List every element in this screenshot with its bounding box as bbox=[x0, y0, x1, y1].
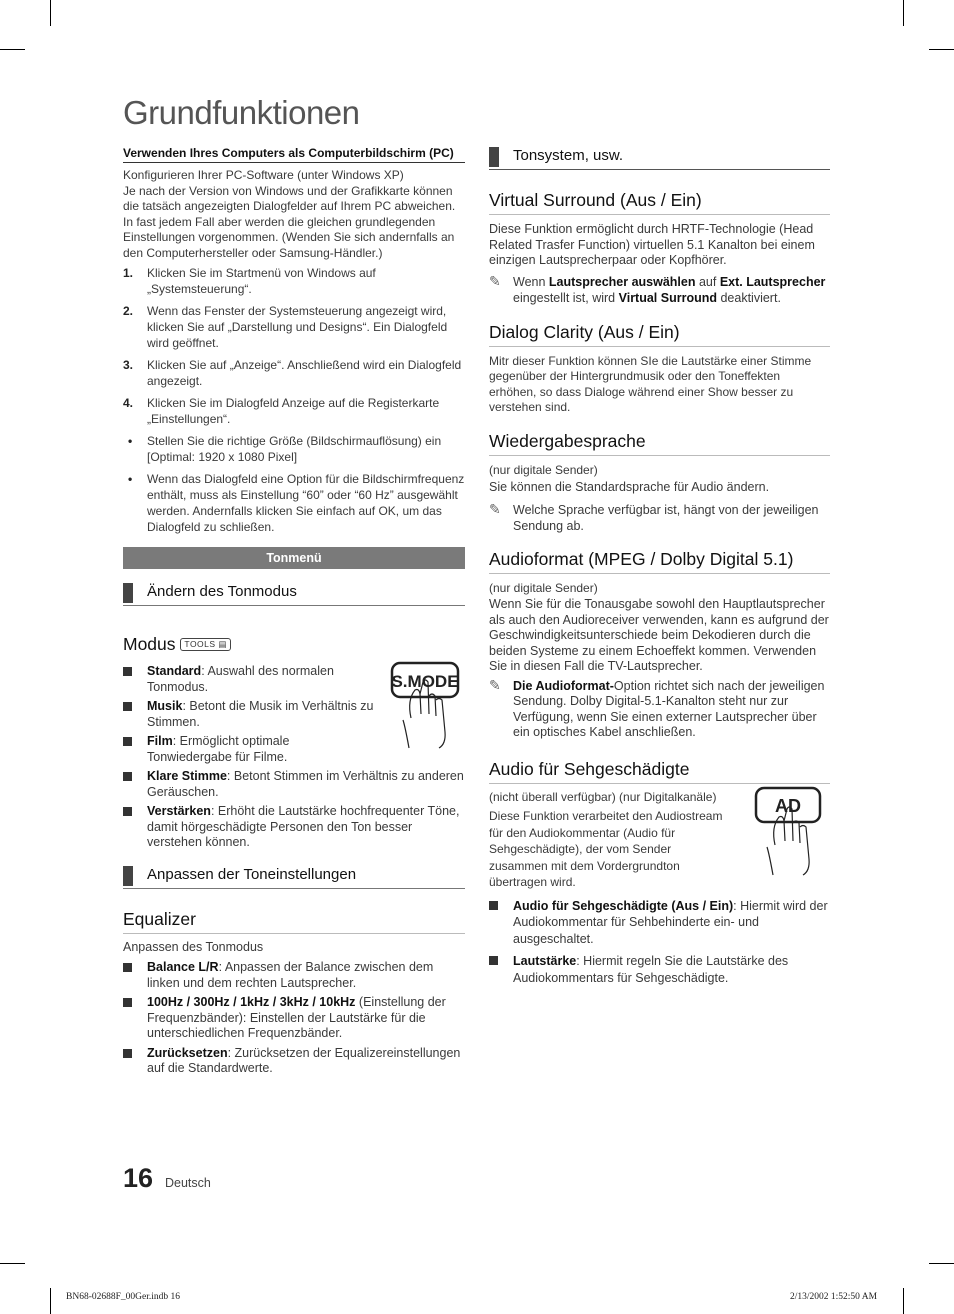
pc-subheading: Konfigurieren Ihrer PC-Software (unter Windows XP) bbox=[123, 168, 404, 182]
dialog-clarity-text: Mitr dieser Funktion können SIe die Lautstärke einer Stimme gegenüber der Hintergrundmusik oder den Toneffekten erhöhen, so dass Dialoge während einer Show besser zu verstehen sind. bbox=[489, 353, 812, 414]
audioformat-heading: Audioformat (MPEG / Dolby Digital 5.1) bbox=[489, 548, 830, 574]
equalizer-intro: Anpassen des Tonmodus bbox=[123, 939, 264, 954]
crop-mark bbox=[0, 49, 25, 50]
equalizer-list bbox=[123, 960, 465, 1077]
virtual-surround-heading: Virtual Surround (Aus / Ein) bbox=[489, 189, 830, 215]
list-item: Lautstärke: Hiermit regeln Sie die Lautstärke des Audiokommentars für Sehgeschädigte. bbox=[489, 953, 830, 986]
crop-mark bbox=[0, 1263, 25, 1264]
subsection-heading: Anpassen der Toneinstellungen bbox=[123, 865, 465, 889]
list-item: Musik: Betont die Musik im Verhältnis zu Stimmen. bbox=[123, 699, 382, 730]
modus-heading: Modus TOOLS ▤ bbox=[123, 633, 465, 658]
subsection-heading: Tonsystem, usw. bbox=[489, 146, 830, 170]
crop-mark bbox=[50, 0, 51, 26]
list-item: 3. Klicken Sie auf „Anzeige“. Anschließend wird ein Dialogfeld angezeigt. bbox=[123, 358, 462, 388]
wiedergabesprache-note-small: (nur digitale Sender) bbox=[489, 462, 598, 477]
list-item: Zurücksetzen: Zurücksetzen der Equalizereinstellungen auf die Standardwerte. bbox=[123, 1046, 465, 1077]
section-marker bbox=[123, 866, 133, 886]
page-language: Deutsch bbox=[165, 1176, 211, 1190]
note-pencil-icon: ✎ bbox=[489, 272, 501, 289]
note-pencil-icon: ✎ bbox=[489, 500, 501, 517]
audioformat-note-small: (nur digitale Sender) bbox=[489, 580, 598, 595]
equalizer-heading: Equalizer bbox=[123, 908, 465, 934]
list-item: Klare Stimme: Betont Stimmen im Verhältnis zu anderen Geräuschen. bbox=[123, 769, 465, 800]
audioformat-note: ✎ Die Audioformat-Option richtet sich nach der jeweiligen Sendung. Dolby Digital-5.1-Kanalton steht nur zur Verfügung, wenn Sie einen externer Lautsprecher über ein optisches Kabel anschließen. bbox=[489, 676, 825, 739]
virtual-surround-note: ✎ Wenn Lautsprecher auswählen auf Ext. Lautsprecher eingestellt ist, wird Virtual Surround deaktiviert. bbox=[489, 272, 826, 305]
list-item: 1. Klicken Sie im Startmenü von Windows auf „Systemsteuerung“. bbox=[123, 266, 376, 296]
crop-mark bbox=[929, 1263, 954, 1264]
audio-sehgeschaedigte-block bbox=[489, 790, 830, 891]
pc-intro: Je nach der Version von Windows und der Grafikkarte können die tatsäch angezeigten Dialogfelder auf Ihrem PC abweichen. In fast jedem Fall aber werden die gleichen grundlegenden Einstellungen vorgenommen. (Wenden Sie sich andernfalls an den Computerhersteller oder Samsung-Händler.) bbox=[123, 183, 456, 260]
list-item: Standard: Auswahl des normalen Tonmodus. bbox=[123, 664, 377, 695]
svg-text:S.MODE: S.MODE bbox=[391, 672, 459, 691]
audio-sehgeschaedigte-list bbox=[489, 898, 830, 987]
page-title: Grundfunktionen bbox=[123, 94, 360, 131]
list-item: 2. Wenn das Fenster der Systemsteuerung angezeigt wird, klicken Sie auf „Darstellung und Designs“. Ein Dialogfeld wird geöffnet. bbox=[123, 304, 448, 350]
list-item: • Wenn das Dialogfeld eine Option für die Bildschirmfrequenz enthält, muss als Einstellung “60” oder “60 Hz” ausgewählt werden. Andernfalls klicken Sie einfach auf OK, um das Dialogfeld zu schließen. bbox=[128, 472, 465, 534]
list-item: Audio für Sehgeschädigte (Aus / Ein): Hiermit wird der Audiokommentar für Sehbehinderte ein- und ausgeschaltet. bbox=[489, 898, 830, 948]
pc-steps bbox=[123, 265, 465, 535]
list-item: 4. Klicken Sie im Dialogfeld Anzeige auf die Registerkarte „Einstellungen“. bbox=[123, 396, 440, 426]
subsection-heading: Ändern des Tonmodus bbox=[123, 582, 465, 606]
dialog-clarity-heading: Dialog Clarity (Aus / Ein) bbox=[489, 321, 830, 347]
list-item: 100Hz / 300Hz / 1kHz / 3kHz / 10kHz (Einstellung der Frequenzbänder): Einstellen der Lautstärke für die unterschiedlichen Frequenzbänder. bbox=[123, 995, 465, 1042]
modus-block bbox=[123, 664, 465, 851]
audio-sehgeschaedigte-heading: Audio für Sehgeschädigte bbox=[489, 758, 830, 784]
crop-mark bbox=[929, 49, 954, 50]
pc-heading: Verwenden Ihres Computers als Computerbildschirm (PC) bbox=[123, 146, 465, 163]
svg-text:AD: AD bbox=[775, 795, 801, 816]
print-file-info: BN68-02688F_00Ger.indb 16 bbox=[66, 1292, 180, 1302]
ad-button-icon bbox=[753, 785, 825, 877]
crop-mark bbox=[50, 1288, 51, 1314]
crop-mark bbox=[903, 1288, 904, 1314]
list-item: • Stellen Sie die richtige Größe (Bildschirmauflösung) ein [Optimal: 1920 x 1080 Pixel] bbox=[128, 434, 442, 464]
section-marker bbox=[489, 147, 499, 167]
page-number: 16 bbox=[123, 1163, 154, 1193]
print-timestamp: 2/13/2002 1:52:50 AM bbox=[790, 1292, 878, 1302]
note-pencil-icon: ✎ bbox=[489, 676, 501, 693]
list-item: Balance L/R: Anpassen der Balance zwischen dem linken und dem rechten Lautsprecher. bbox=[123, 960, 465, 991]
audioformat-text: Wenn Sie für die Tonausgabe sowohl den Hauptlautsprecher als auch den Audioreceiver verwenden, kann es aufgrund der Geschwindigkeitsunterschiede beim Dekodieren durch die beiden Systeme zu einem Echoeffekt kommen. Verwenden Sie in diesen Fall die TV-Lautsprecher. bbox=[489, 597, 829, 673]
wiedergabesprache-note: ✎ Welche Sprache verfügbar ist, hängt von der jeweiligen Sendung ab. bbox=[489, 500, 819, 533]
section-marker bbox=[123, 583, 133, 603]
right-column bbox=[489, 146, 830, 990]
audio-sehgeschaedigte-text: Diese Funktion verarbeitet den Audiostream für den Audiokommentar (Audio für Sehgeschädigte), der vom Sender zusammen mit dem Vordergrundton übertragen wird. bbox=[489, 809, 723, 889]
wiedergabesprache-text: Sie können die Standardsprache für Audio ändern. bbox=[489, 480, 770, 494]
left-column bbox=[123, 146, 465, 1081]
list-item: Film: Ermöglicht optimale Tonwiedergabe für Filme. bbox=[123, 734, 317, 765]
audio-sehgeschaedigte-note-small: (nicht überall verfügbar) (nur Digitalkanäle) bbox=[489, 789, 717, 804]
list-item: Verstärken: Erhöht die Lautstärke hochfrequenter Töne, damit hörgeschädigte Personen den Ton besser verstehen können. bbox=[123, 804, 465, 851]
tools-badge: TOOLS ▤ bbox=[180, 638, 231, 651]
section-bar-tonmenu: Tonmenü bbox=[123, 547, 465, 569]
virtual-surround-text: Diese Funktion ermöglicht durch HRTF-Technologie (Head Related Trasfer Function) virtuellen 5.1 Kanalton bei einem einzigen Lautsprecherpaar oder Kopfhörer. bbox=[489, 222, 815, 267]
crop-mark bbox=[903, 0, 904, 26]
wiedergabesprache-heading: Wiedergabesprache bbox=[489, 430, 830, 456]
smode-button-icon bbox=[389, 660, 461, 750]
